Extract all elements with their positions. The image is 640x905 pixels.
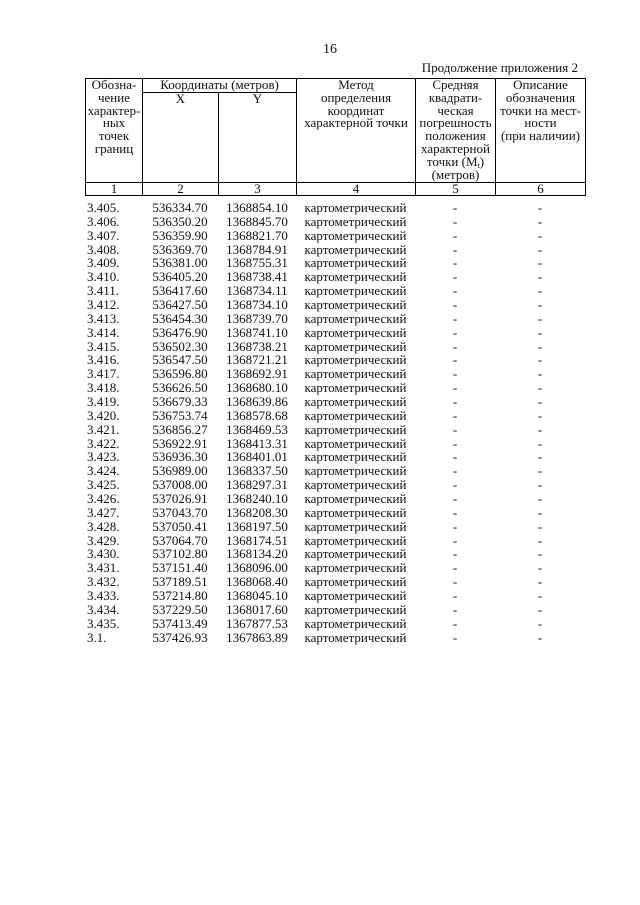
table-row [85,340,585,354]
table-row [85,561,585,575]
table-row [85,229,585,243]
cell-description: - [537,255,543,271]
cell-method: картометрический [304,394,407,410]
cell-coord-x: 536334.70 [152,200,208,215]
cell-coord-y: 1368208.30 [226,504,288,520]
cell-method: картометрический [304,380,407,396]
cell-method: картометрический [304,352,407,368]
cell-point-id: 3.421. [87,421,120,437]
cell-description: - [537,574,543,590]
cell-method: картометрический [304,477,407,493]
cell-coord-y: 1368734.10 [226,297,288,313]
cell-mean-error: - [452,338,458,354]
page-number: 16 [323,42,337,57]
cell-coord-x: 537151.40 [152,560,208,576]
column-number: 5 [416,183,496,196]
cell-coord-y: 1368413.31 [226,435,288,451]
cell-description: - [537,615,543,631]
table-row [85,395,585,409]
column-number: 2 [143,183,219,196]
cell-point-id: 3.419. [87,394,120,410]
table-row [85,284,585,298]
cell-coord-y: 1368692.91 [226,366,288,382]
header-description-label: Описание обозначения точки на мест- ности (при наличии) [500,77,581,144]
cell-point-id: 3.408. [87,241,120,257]
cell-mean-error: - [452,491,458,507]
appendix-continuation-note: Продолжение приложения 2 [421,60,578,75]
cell-method: картометрический [304,407,407,423]
cell-description: - [537,449,543,465]
cell-description: - [537,491,543,507]
cell-point-id: 3.418. [87,380,120,396]
cell-description: - [537,324,543,340]
cell-method: картометрический [304,283,407,299]
cell-coord-x: 536679.33 [152,394,208,410]
table-row [85,270,585,284]
cell-mean-error: - [452,297,458,313]
cell-point-id: 3.420. [87,407,120,423]
table-row [85,575,585,589]
cell-coord-y: 1368096.00 [226,560,288,576]
cell-mean-error: - [452,449,458,465]
cell-coord-x: 537050.41 [152,518,208,534]
cell-point-id: 3.406. [87,213,120,229]
cell-method: картометрический [304,546,407,562]
cell-description: - [537,560,543,576]
cell-description: - [537,227,543,243]
header-mean-error-unit: (метров) [431,166,480,182]
cell-point-id: 3.417. [87,366,120,382]
cell-coord-y: 1368738.21 [226,338,288,354]
cell-coord-y: 1368854.10 [226,200,288,215]
header-y-label: Y [252,91,263,106]
cell-description: - [537,532,543,548]
table-row [85,298,585,312]
coordinates-table-header [85,78,586,196]
cell-coord-y: 1368738.41 [226,269,288,285]
cell-description: - [537,421,543,437]
header-x-label: X [175,91,186,106]
cell-coord-x: 537426.93 [152,629,208,645]
cell-mean-error: - [452,324,458,340]
cell-coord-x: 536405.20 [152,269,208,285]
cell-method: картометрический [304,532,407,548]
cell-mean-error: - [452,407,458,423]
header-coordinates [143,79,297,93]
cell-description: - [537,407,543,423]
cell-description: - [537,310,543,326]
cell-coord-x: 536753.74 [152,407,208,423]
cell-description: - [537,601,543,617]
cell-coord-y: 1368578.68 [226,407,288,423]
cell-method: картометрический [304,588,407,604]
cell-method: картометрический [304,615,407,631]
cell-method: картометрический [304,449,407,465]
cell-description: - [537,213,543,229]
column-number: 1 [86,183,143,196]
cell-description: - [537,629,543,645]
table-row [85,367,585,381]
cell-mean-error: - [452,463,458,479]
cell-coord-y: 1368639.86 [226,394,288,410]
cell-coord-x: 537214.80 [152,588,208,604]
cell-point-id: 3.407. [87,227,120,243]
table-row [85,437,585,451]
cell-mean-error: - [452,227,458,243]
cell-mean-error: - [452,380,458,396]
cell-coord-y: 1368721.21 [226,352,288,368]
header-mean-error-subscript: t [477,160,480,170]
cell-point-id: 3.423. [87,449,120,465]
cell-method: картометрический [304,297,407,313]
cell-coord-y: 1368197.50 [226,518,288,534]
cell-mean-error: - [452,477,458,493]
cell-point-id: 3.416. [87,352,120,368]
cell-method: картометрический [304,255,407,271]
cell-coord-y: 1368680.10 [226,380,288,396]
table-row [85,423,585,437]
cell-method: картометрический [304,338,407,354]
cell-mean-error: - [452,310,458,326]
table-row [85,450,585,464]
cell-point-id: 3.428. [87,518,120,534]
cell-coord-y: 1368821.70 [226,227,288,243]
cell-point-id: 3.412. [87,297,120,313]
cell-mean-error: - [452,200,458,215]
cell-coord-x: 536547.50 [152,352,208,368]
cell-coord-y: 1368134.20 [226,546,288,562]
cell-coord-x: 537413.49 [152,615,208,631]
table-row [85,520,585,534]
cell-description: - [537,504,543,520]
cell-mean-error: - [452,394,458,410]
cell-coord-x: 536476.90 [152,324,208,340]
cell-point-id: 3.422. [87,435,120,451]
cell-point-id: 3.431. [87,560,120,576]
cell-description: - [537,297,543,313]
table-row [85,326,585,340]
cell-coord-x: 536359.90 [152,227,208,243]
cell-method: картометрический [304,504,407,520]
cell-coord-x: 537229.50 [152,601,208,617]
cell-method: картометрический [304,324,407,340]
cell-coord-x: 536856.27 [152,421,208,437]
table-row [85,201,585,215]
cell-point-id: 3.1. [87,629,107,645]
cell-coord-y: 1368734.11 [226,283,288,299]
header-mean-error [416,79,496,183]
table-row [85,353,585,367]
cell-description: - [537,588,543,604]
cell-method: картометрический [304,560,407,576]
header-description [496,79,586,183]
cell-point-id: 3.409. [87,255,120,271]
cell-mean-error: - [452,601,458,617]
cell-mean-error: - [452,255,458,271]
table-row [85,631,585,645]
cell-coord-x: 536936.30 [152,449,208,465]
cell-method: картометрический [304,269,407,285]
table-row [85,492,585,506]
header-mean-error-symbol-close: ) [479,153,485,169]
table-row [85,312,585,326]
cell-coord-x: 537043.70 [152,504,208,520]
table-row [85,603,585,617]
cell-method: картометрический [304,213,407,229]
header-row [86,79,586,93]
cell-coord-x: 537026.91 [152,491,208,507]
table-row [85,534,585,548]
cell-mean-error: - [452,283,458,299]
header-mean-error-symbol-text: точки (M [426,153,478,169]
cell-coord-y: 1368045.10 [226,588,288,604]
cell-mean-error: - [452,615,458,631]
cell-coord-y: 1368741.10 [226,324,288,340]
cell-point-id: 3.411. [87,283,120,299]
cell-description: - [537,477,543,493]
table-row [85,589,585,603]
table-row [85,215,585,229]
cell-description: - [537,380,543,396]
cell-mean-error: - [452,213,458,229]
header-mean-error-label: Средняя квадрати- ческая погрешность положения характерной [419,77,492,156]
cell-coord-y: 1368068.40 [226,574,288,590]
cell-method: картометрический [304,227,407,243]
cell-point-id: 3.429. [87,532,120,548]
cell-method: картометрический [304,463,407,479]
cell-coord-x: 537064.70 [152,532,208,548]
cell-coord-y: 1368784.91 [226,241,288,257]
column-number-row [86,183,586,196]
cell-description: - [537,352,543,368]
header-point-id-label: Обозна- чение характер- ных точек границ [87,77,141,156]
coordinates-table-body [85,201,585,645]
cell-method: картометрический [304,435,407,451]
cell-coord-x: 536989.00 [152,463,208,479]
cell-coord-x: 536454.30 [152,310,208,326]
cell-coord-x: 536502.30 [152,338,208,354]
table-row [85,547,585,561]
cell-method: картометрический [304,491,407,507]
cell-coord-x: 536417.60 [152,283,208,299]
table-row [85,478,585,492]
cell-point-id: 3.405. [87,200,120,215]
cell-mean-error: - [452,241,458,257]
cell-coord-y: 1368174.51 [226,532,288,548]
cell-coord-y: 1368017.60 [226,601,288,617]
cell-coord-x: 536626.50 [152,380,208,396]
header-method [297,79,416,183]
cell-method: картометрический [304,421,407,437]
cell-point-id: 3.425. [87,477,120,493]
header-x [143,93,219,183]
cell-coord-y: 1368469.53 [226,421,288,437]
cell-coord-y: 1368297.31 [226,477,288,493]
column-number: 4 [297,183,416,196]
cell-description: - [537,241,543,257]
cell-coord-x: 536369.70 [152,241,208,257]
cell-coord-y: 1368240.10 [226,491,288,507]
cell-mean-error: - [452,532,458,548]
table-row [85,243,585,257]
table-row [85,381,585,395]
cell-coord-x: 536350.20 [152,213,208,229]
table-row [85,506,585,520]
cell-method: картометрический [304,366,407,382]
cell-coord-y: 1368755.31 [226,255,288,271]
cell-coord-y: 1368845.70 [226,213,288,229]
table-row [85,617,585,631]
cell-point-id: 3.413. [87,310,120,326]
table-row [85,256,585,270]
cell-method: картометрический [304,574,407,590]
column-number: 6 [496,183,586,196]
cell-mean-error: - [452,435,458,451]
cell-description: - [537,463,543,479]
cell-mean-error: - [452,560,458,576]
cell-mean-error: - [452,421,458,437]
cell-point-id: 3.434. [87,601,120,617]
column-number: 3 [219,183,297,196]
cell-point-id: 3.430. [87,546,120,562]
cell-mean-error: - [452,518,458,534]
cell-point-id: 3.435. [87,615,120,631]
cell-point-id: 3.433. [87,588,120,604]
table-row [85,409,585,423]
cell-description: - [537,394,543,410]
cell-coord-y: 1368401.01 [226,449,288,465]
cell-coord-y: 1368739.70 [226,310,288,326]
cell-mean-error: - [452,588,458,604]
cell-description: - [537,546,543,562]
cell-coord-x: 536381.00 [152,255,208,271]
cell-point-id: 3.427. [87,504,120,520]
cell-coord-y: 1368337.50 [226,463,288,479]
cell-mean-error: - [452,504,458,520]
cell-description: - [537,338,543,354]
cell-point-id: 3.426. [87,491,120,507]
cell-description: - [537,435,543,451]
cell-coord-x: 537189.51 [152,574,208,590]
cell-method: картометрический [304,601,407,617]
cell-method: картометрический [304,310,407,326]
cell-point-id: 3.414. [87,324,120,340]
cell-point-id: 3.410. [87,269,120,285]
header-point-id [86,79,143,183]
cell-coord-x: 536596.80 [152,366,208,382]
cell-mean-error: - [452,269,458,285]
header-method-label: Метод определения координат характерной точки [304,77,408,131]
cell-mean-error: - [452,366,458,382]
header-y [219,93,297,183]
cell-coord-x: 536922.91 [152,435,208,451]
cell-point-id: 3.432. [87,574,120,590]
cell-point-id: 3.424. [87,463,120,479]
table-row [85,464,585,478]
cell-method: картометрический [304,200,407,215]
cell-description: - [537,200,543,215]
cell-method: картометрический [304,518,407,534]
cell-mean-error: - [452,546,458,562]
cell-method: картометрический [304,241,407,257]
cell-method: картометрический [304,629,407,645]
cell-coord-y: 1367877.53 [226,615,288,631]
cell-description: - [537,283,543,299]
cell-mean-error: - [452,352,458,368]
cell-description: - [537,518,543,534]
cell-mean-error: - [452,574,458,590]
cell-description: - [537,269,543,285]
cell-point-id: 3.415. [87,338,120,354]
cell-description: - [537,366,543,382]
cell-coord-x: 537102.80 [152,546,208,562]
cell-coord-x: 536427.50 [152,297,208,313]
cell-coord-y: 1367863.89 [226,629,288,645]
cell-mean-error: - [452,629,458,645]
header-coordinates-label: Координаты (метров) [160,77,279,92]
cell-coord-x: 537008.00 [152,477,208,493]
